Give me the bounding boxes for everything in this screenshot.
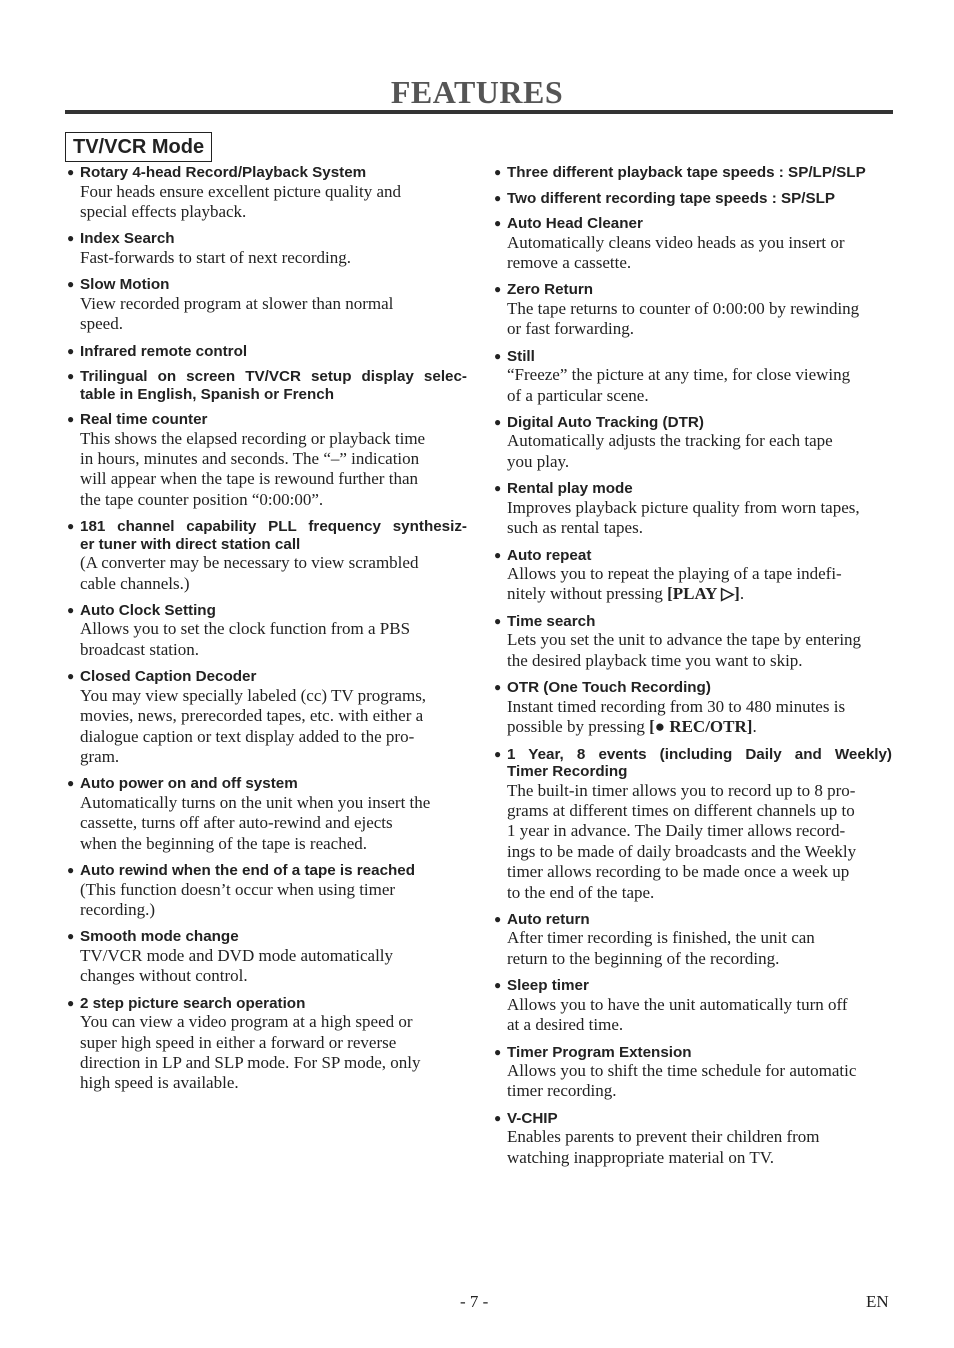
description-line: high speed is available.	[80, 1073, 239, 1093]
feature-title-text: 2 step picture search operation	[80, 994, 306, 1012]
bullet-icon: ●	[494, 282, 502, 297]
feature-title	[494, 480, 892, 498]
feature-item	[67, 411, 467, 510]
description-line: Automatically cleans video heads as you insert or	[507, 232, 845, 252]
title-rule	[65, 110, 893, 114]
feature-title-text: Rotary 4-head Record/Playback System	[80, 164, 367, 181]
description-line: Lets you set the unit to advance the tape by entering	[507, 630, 862, 650]
feature-description	[494, 1127, 892, 1168]
feature-title	[67, 368, 467, 403]
bullet-icon: ●	[494, 746, 502, 761]
feature-title	[494, 613, 892, 631]
description-line: timer recording.	[507, 1081, 617, 1101]
feature-title-text: Closed Caption Decoder	[80, 668, 257, 686]
bullet-icon: ●	[494, 216, 502, 230]
feature-title-text: Real time counter	[80, 411, 208, 429]
description-line: at a desired time.	[507, 1015, 624, 1035]
page-number: - 7 -	[460, 1292, 489, 1311]
description-line: The tape returns to counter of 0:00:00 by rewinding	[507, 298, 860, 318]
description-line: in hours, minutes and seconds. The “–” indication	[80, 448, 420, 468]
feature-item	[494, 215, 892, 273]
bullet-icon: ●	[67, 412, 75, 427]
feature-title-text: Index Search	[80, 230, 175, 248]
feature-description	[67, 294, 467, 335]
bullet-icon: ●	[494, 547, 502, 562]
feature-title-text: Trilingual on screen TV/VCR setup display selec-	[80, 368, 467, 386]
feature-title	[67, 276, 467, 294]
description-line: Instant timed recording from 30 to 480 minutes is	[507, 696, 846, 716]
description-text: nitely without pressing	[507, 584, 668, 604]
description-line: Enables parents to prevent their children from	[507, 1127, 820, 1147]
description-line: return to the beginning of the recording.	[507, 948, 780, 968]
feature-title-text: Zero Return	[507, 281, 594, 299]
description-line: ings to be made of daily broadcasts and the Weekly	[507, 841, 857, 861]
description-line: (A converter may be necessary to view scrambled	[80, 553, 419, 573]
left-column	[67, 164, 467, 1102]
description-line	[507, 584, 892, 604]
feature-title	[494, 215, 892, 233]
description-text: .	[739, 584, 745, 604]
feature-description	[67, 880, 467, 921]
feature-title-text: Digital Auto Tracking (DTR)	[507, 413, 704, 431]
feature-title	[67, 995, 467, 1013]
description-line: Allows you to have the unit automatically turn off	[507, 994, 848, 1014]
description-line	[507, 717, 892, 737]
feature-title-text: OTR (One Touch Recording)	[507, 679, 711, 697]
bullet-icon: ●	[494, 1110, 502, 1125]
description-line: cable channels.)	[80, 573, 190, 593]
feature-title-text: 181 channel capability PLL frequency synthesiz-	[80, 518, 467, 536]
feature-item	[67, 368, 467, 403]
description-line: watching inappropriate material on TV.	[507, 1147, 775, 1167]
description-line: cassette, turns off after auto-rewind and ejects	[80, 813, 393, 833]
feature-title	[67, 518, 467, 553]
bullet-icon: ●	[494, 978, 502, 993]
feature-title	[67, 928, 467, 946]
feature-item	[494, 911, 892, 969]
feature-description	[494, 928, 892, 969]
feature-title	[67, 164, 467, 182]
description-line: Fast-forwards to start of next recording.	[80, 247, 351, 267]
bullet-icon: ●	[67, 776, 75, 791]
description-line: or fast forwarding.	[507, 319, 634, 339]
feature-item	[494, 613, 892, 671]
description-line: to the end of the tape.	[507, 882, 655, 902]
description-line: grams at different times on different channels up to	[507, 800, 855, 820]
feature-title	[67, 343, 467, 361]
language-code: EN	[866, 1292, 889, 1311]
bullet-icon: ●	[67, 995, 75, 1010]
bullet-icon: ●	[494, 348, 502, 363]
feature-item	[67, 668, 467, 767]
feature-title	[67, 775, 467, 793]
feature-title	[67, 862, 467, 880]
feature-description	[67, 182, 467, 223]
bullet-icon: ●	[67, 231, 75, 246]
button-reference: [PLAY ▷]	[667, 584, 740, 604]
feature-item	[67, 276, 467, 334]
feature-title-text: Two different recording tape speeds : SP/SLP	[507, 189, 835, 207]
feature-item	[67, 164, 467, 222]
feature-item	[494, 480, 892, 538]
description-line: broadcast station.	[80, 639, 199, 659]
feature-description	[494, 995, 892, 1036]
feature-description	[494, 1061, 892, 1102]
feature-title-text: Slow Motion	[80, 276, 170, 294]
right-column	[494, 164, 892, 1176]
feature-item	[494, 348, 892, 406]
feature-title	[67, 668, 467, 686]
feature-title-text: er tuner with direct station call	[80, 535, 301, 553]
feature-item	[67, 230, 467, 268]
description-text: possible by pressing	[507, 717, 650, 737]
description-line: special effects playback.	[80, 201, 247, 221]
feature-title-text: Smooth mode change	[80, 928, 239, 946]
feature-description	[494, 299, 892, 340]
feature-title-text: Still	[507, 347, 535, 365]
description-line: movies, news, prerecorded tapes, etc. with either a	[80, 706, 424, 726]
bullet-icon: ●	[67, 863, 75, 878]
description-line: You can view a video program at a high speed or	[80, 1012, 413, 1032]
bullet-icon: ●	[494, 613, 502, 628]
feature-title	[67, 602, 467, 620]
bullet-icon: ●	[494, 165, 502, 179]
feature-item	[494, 164, 892, 182]
description-line: timer allows recording to be made once a week up	[507, 862, 850, 882]
feature-title-text: Auto Head Cleaner	[507, 215, 643, 232]
bullet-icon: ●	[67, 277, 75, 292]
description-line: 1 year in advance. The Daily timer allows record-	[507, 821, 846, 841]
description-line: when the beginning of the tape is reached.	[80, 833, 368, 853]
feature-title	[494, 1044, 892, 1062]
feature-title-text: Auto return	[507, 910, 590, 928]
bullet-icon: ●	[494, 911, 502, 926]
description-line: you play.	[507, 451, 570, 471]
feature-item	[67, 343, 467, 361]
description-line: speed.	[80, 314, 123, 334]
feature-item	[494, 1044, 892, 1102]
feature-description	[494, 781, 892, 903]
bullet-icon: ●	[67, 343, 75, 358]
bullet-icon: ●	[494, 414, 502, 429]
feature-title-text: table in English, Spanish or French	[80, 385, 335, 403]
description-line: Allows you to repeat the playing of a tape indefi-	[507, 564, 842, 584]
description-line: changes without control.	[80, 966, 248, 986]
feature-title	[494, 746, 892, 781]
feature-description	[494, 431, 892, 472]
bullet-icon: ●	[67, 165, 75, 179]
feature-title	[494, 414, 892, 432]
feature-description	[67, 686, 467, 768]
feature-title	[67, 230, 467, 248]
feature-title	[494, 190, 892, 208]
feature-title	[494, 281, 892, 299]
feature-title-text: Auto power on and off system	[80, 775, 298, 793]
feature-item	[494, 1110, 892, 1168]
feature-description	[494, 365, 892, 406]
description-line: Four heads ensure excellent picture quality and	[80, 181, 401, 201]
feature-description	[494, 498, 892, 539]
feature-item	[494, 190, 892, 208]
description-text: .	[752, 717, 757, 737]
feature-title-text: V-CHIP	[507, 1109, 558, 1127]
feature-item	[67, 862, 467, 920]
bullet-icon: ●	[494, 1044, 502, 1059]
feature-description	[494, 630, 892, 671]
feature-title	[494, 911, 892, 929]
feature-title-text: Time search	[507, 612, 596, 630]
feature-item	[67, 518, 467, 594]
description-line: After timer recording is finished, the unit can	[507, 928, 815, 948]
feature-description	[494, 564, 892, 605]
feature-description	[67, 793, 467, 854]
description-line: Automatically turns on the unit when you insert the	[80, 792, 431, 812]
feature-title-text: Timer Recording	[507, 763, 628, 780]
feature-title	[494, 1110, 892, 1128]
description-line: View recorded program at slower than normal	[80, 293, 394, 313]
feature-title	[494, 547, 892, 565]
feature-title-text: Rental play mode	[507, 480, 633, 498]
feature-item	[494, 679, 892, 737]
bullet-icon: ●	[494, 190, 502, 205]
description-line: dialogue caption or text display added to the pro-	[80, 726, 415, 746]
description-line: direction in LP and SLP mode. For SP mode, only	[80, 1053, 421, 1073]
feature-description	[67, 946, 467, 987]
feature-item	[67, 775, 467, 854]
feature-item	[494, 281, 892, 339]
feature-description	[67, 619, 467, 660]
bullet-icon: ●	[67, 519, 75, 534]
feature-title	[494, 977, 892, 995]
feature-description	[67, 553, 467, 594]
bullet-icon: ●	[67, 929, 75, 944]
description-line: will appear when the tape is rewound further than	[80, 469, 418, 489]
bullet-icon: ●	[67, 369, 75, 384]
feature-title-text: Infrared remote control	[80, 342, 248, 360]
description-line: the desired playback time you want to skip.	[507, 650, 803, 670]
description-line: gram.	[80, 747, 120, 766]
description-line: The built-in timer allows you to record up to 8 pro-	[507, 780, 856, 800]
feature-title	[494, 348, 892, 366]
description-line: Improves playback picture quality from worn tapes,	[507, 497, 860, 517]
description-line: of a particular scene.	[507, 385, 649, 405]
feature-item	[494, 547, 892, 605]
description-line: the tape counter position “0:00:00”.	[80, 489, 324, 509]
page-title: FEATURES	[390, 74, 564, 110]
description-line: recording.)	[80, 900, 156, 920]
bullet-icon: ●	[67, 602, 75, 617]
feature-description	[67, 429, 467, 511]
description-line: You may view specially labeled (cc) TV programs,	[80, 685, 427, 705]
button-reference: [● REC/OTR]	[649, 717, 753, 737]
feature-title-text: Timer Program Extension	[507, 1043, 692, 1061]
description-line: Allows you to shift the time schedule for automatic	[507, 1061, 857, 1081]
feature-description	[494, 233, 892, 274]
feature-title-text: Auto Clock Setting	[80, 601, 216, 619]
description-line: super high speed in either a forward or reverse	[80, 1032, 397, 1052]
feature-title	[494, 164, 892, 182]
feature-title-text: Sleep timer	[507, 977, 589, 995]
description-line: Automatically adjusts the tracking for each tape	[507, 431, 833, 451]
feature-title-text: Auto repeat	[507, 546, 592, 564]
feature-title-text: Three different playback tape speeds : SP/LP/SLP	[507, 164, 866, 181]
feature-description	[67, 1012, 467, 1094]
feature-item	[494, 414, 892, 472]
feature-item	[494, 977, 892, 1035]
section-label: TV/VCR Mode	[65, 132, 212, 162]
feature-title	[67, 411, 467, 429]
feature-description	[67, 248, 467, 268]
description-line: remove a cassette.	[507, 252, 632, 272]
bullet-icon: ●	[67, 669, 75, 684]
description-line: “Freeze” the picture at any time, for close viewing	[507, 365, 851, 385]
feature-title-text: 1 Year, 8 events (including Daily and Weekly)	[507, 745, 892, 763]
feature-item	[67, 602, 467, 660]
feature-title	[494, 679, 892, 697]
feature-item	[494, 746, 892, 903]
feature-description	[494, 697, 892, 738]
description-line: Allows you to set the clock function from a PBS	[80, 619, 411, 639]
description-line: This shows the elapsed recording or playback time	[80, 428, 426, 448]
description-line: such as rental tapes.	[507, 518, 643, 538]
description-line: TV/VCR mode and DVD mode automatically	[80, 945, 394, 965]
bullet-icon: ●	[494, 481, 502, 496]
feature-title-text: Auto rewind when the end of a tape is reached	[80, 862, 416, 880]
feature-item	[67, 995, 467, 1094]
feature-item	[67, 928, 467, 986]
bullet-icon: ●	[494, 680, 502, 695]
description-line: (This function doesn’t occur when using timer	[80, 879, 396, 899]
